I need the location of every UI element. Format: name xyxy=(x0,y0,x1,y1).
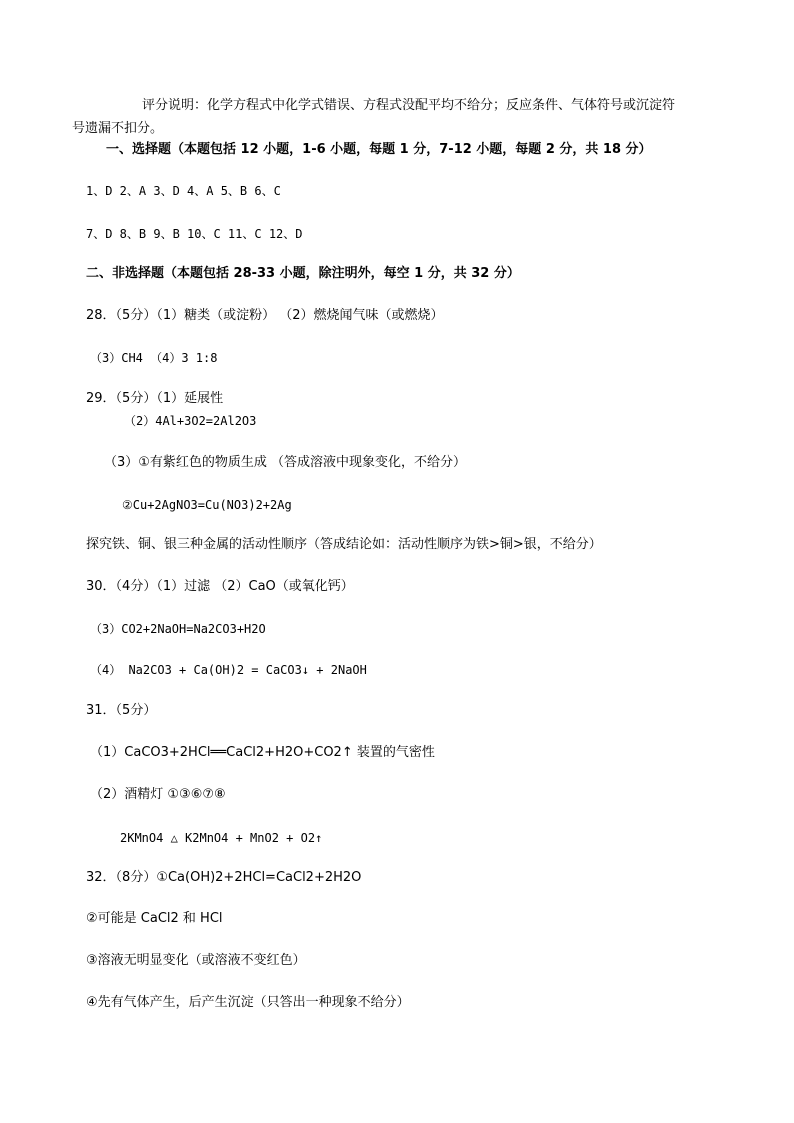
choice-answers-line1: 1、D 2、A 3、D 4、A 5、B 6、C xyxy=(86,184,281,198)
q30-line3: （4） Na2CO3 + Ca(OH)2 = CaCO3↓ + 2NaOH xyxy=(90,663,367,677)
choice-answers-line2: 7、D 8、B 9、B 10、C 11、C 12、D xyxy=(86,227,303,241)
q32-line1: 32．（8分）①Ca(OH)2+2HCl=CaCl2+2H2O xyxy=(86,870,362,885)
q32-line3: ③溶液无明显变化（或溶液不变红色） xyxy=(86,953,306,968)
q29-line4: ②Cu+2AgNO3=Cu(NO3)2+2Ag xyxy=(122,498,292,512)
q30-line2: （3）CO2+2NaOH=Na2CO3+H2O xyxy=(90,622,266,636)
q32-line4: ④先有气体产生，后产生沉淀（只答出一种现象不给分） xyxy=(86,995,410,1010)
q32-line2: ②可能是 CaCl2 和 HCl xyxy=(86,911,223,926)
q29-line1: 29．（5分）（1）延展性 xyxy=(86,391,224,406)
section1-heading: 一、选择题（本题包括 12 小题，1-6 小题，每题 1 分，7-12 小题，每题 2 分，共 18 分） xyxy=(106,142,652,157)
q28-line2: （3）CH4 （4）3 1:8 xyxy=(90,351,218,365)
scoring-note-line2: 号遗漏不扣分。 xyxy=(72,121,164,136)
q30-line1: 30．（4分）（1）过滤 （2）CaO（或氧化钙） xyxy=(86,579,354,594)
q29-line2: （2）4Al+3O2=2Al2O3 xyxy=(124,414,257,428)
q29-line5: 探究铁、铜、银三种金属的活动性顺序（答成结论如：活动性顺序为铁>铜>银，不给分） xyxy=(86,537,602,552)
q31-line2: （1）CaCO3+2HCl══CaCl2+H2O+CO2↑ 装置的气密性 xyxy=(90,745,435,760)
q28-line1: 28．（5分）（1）糖类（或淀粉） （2）燃烧闻气味（或燃烧） xyxy=(86,308,444,323)
scoring-note-line1: 评分说明：化学方程式中化学式错误、方程式没配平均不给分；反应条件、气体符号或沉淀符 xyxy=(142,98,676,113)
q29-line3: （3）①有紫红色的物质生成 （答成溶液中现象变化，不给分） xyxy=(104,455,467,470)
q31-line3: （2）酒精灯 ①③⑥⑦⑧ xyxy=(90,787,226,802)
section2-heading: 二、非选择题（本题包括 28-33 小题，除注明外，每空 1 分，共 32 分） xyxy=(86,266,520,281)
q31-line1: 31．（5分） xyxy=(86,703,157,718)
q31-line4: 2KMnO4 △ K2MnO4 + MnO2 + O2↑ xyxy=(120,831,323,845)
